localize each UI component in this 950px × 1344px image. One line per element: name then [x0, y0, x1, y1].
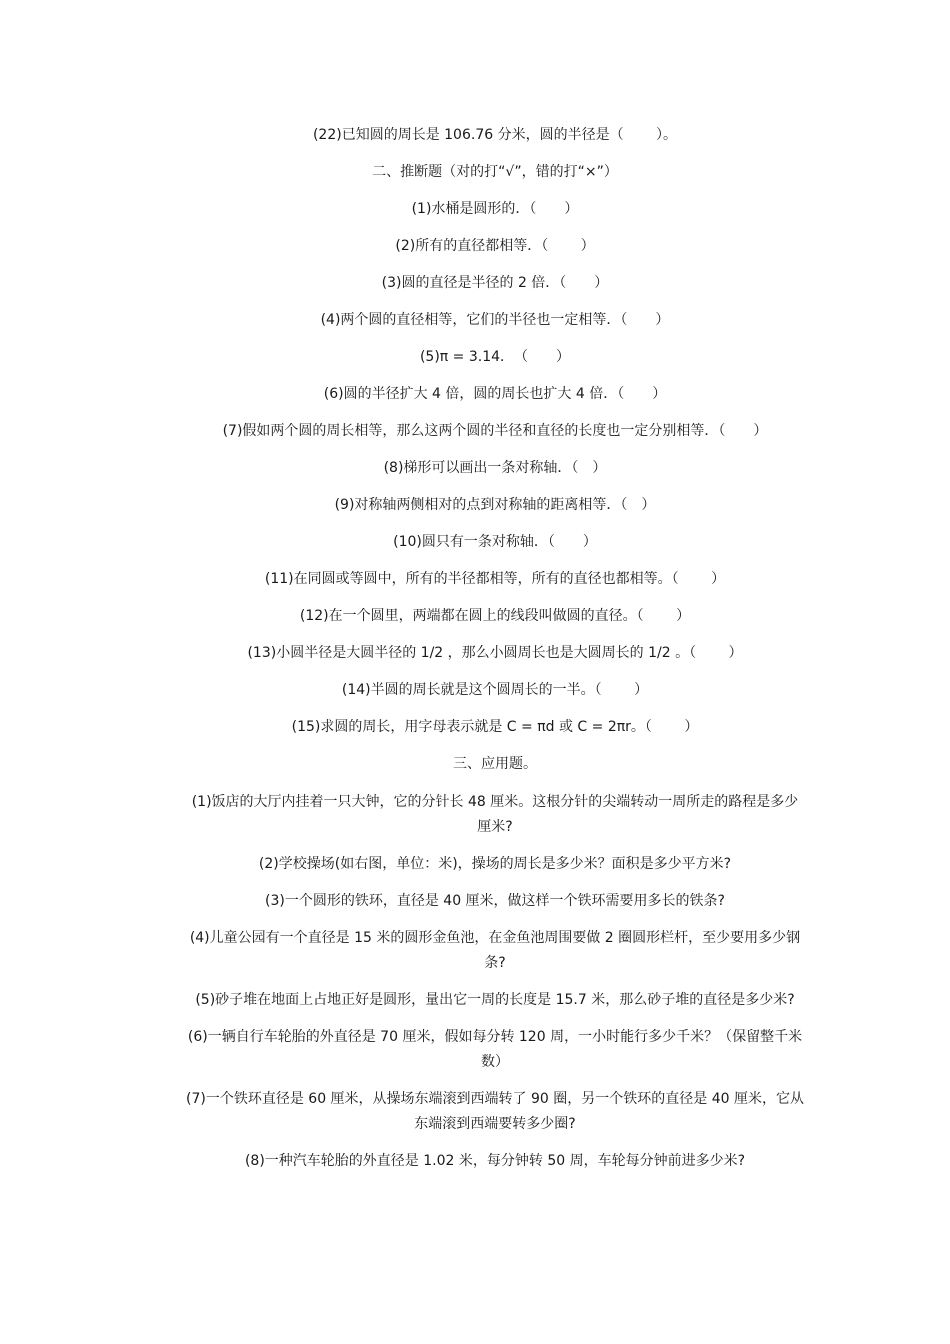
judgment-item-2: (2)所有的直径都相等．（ ） [395, 238, 595, 254]
judgment-item-8: (8)梯形可以画出一条对称轴．（ ） [383, 460, 607, 476]
judgment-item-9: (9)对称轴两侧相对的点到对称轴的距离相等．（ ） [334, 497, 656, 513]
application-item-2: (2)学校操场(如右图，单位：米)，操场的周长是多少米？面积是多少平方米? [258, 856, 732, 872]
judgment-item-4: (4)两个圆的直径相等，它们的半径也一定相等．（ ） [320, 312, 670, 328]
application-item-7: (7)一个铁环直径是 60 厘米，从操场东端滚到西端转了 90 圈，另一个铁环的直径是 40 厘米，它从东端滚到西端要转多少圈? [186, 1091, 804, 1132]
question-22: (22)已知圆的周长是 106.76 分米，圆的半径是（ ）。 [312, 127, 678, 143]
judgment-item-6: (6)圆的半径扩大 4 倍，圆的周长也扩大 4 倍．（ ） [323, 386, 667, 402]
application-item-4: (4)儿童公园有一个直径是 15 米的圆形金鱼池，在金鱼池周围要做 2 圈圆形栏杆，至少要用多少钢条? [189, 930, 801, 971]
document-body [185, 124, 805, 1186]
judgment-item-5: (5)π = 3.14． （ ） [419, 349, 571, 365]
judgment-item-3: (3)圆的直径是半径的 2 倍．（ ） [381, 275, 609, 291]
judgment-item-12: (12)在一个圆里，两端都在圆上的线段叫做圆的直径。（ ） [299, 608, 691, 624]
application-item-1: (1)饭店的大厅内挂着一只大钟，它的分针长 48 厘米。这根分针的尖端转动一周所走的路程是多少厘米? [191, 794, 799, 835]
judgment-item-13: (13)小圆半径是大圆半径的 1/2 ，那么小圆周长也是大圆周长的 1/2 。（ ） [247, 645, 743, 661]
judgment-item-15: (15)求圆的周长，用字母表示就是 C = πd 或 C = 2πr。（ ） [291, 719, 699, 735]
judgment-item-11: (11)在同圆或等圆中，所有的半径都相等，所有的直径也都相等。（ ） [264, 571, 726, 587]
judgment-item-7: (7)假如两个圆的周长相等，那么这两个圆的半径和直径的长度也一定分别相等．（ ） [222, 423, 768, 439]
judgment-item-1: (1)水桶是圆形的．（ ） [411, 201, 579, 217]
application-item-6: (6)一辆自行车轮胎的外直径是 70 厘米，假如每分转 120 周，一小时能行多少千米？（保留整千米数） [187, 1029, 803, 1070]
application-item-8: (8)一种汽车轮胎的外直径是 1.02 米，每分钟转 50 周，车轮每分钟前进多少米? [244, 1153, 746, 1169]
application-item-5: (5)砂子堆在地面上占地正好是圆形，量出它一周的长度是 15.7 米，那么砂子堆的直径是多少米? [195, 992, 795, 1008]
section-3-title: 三、应用题。 [453, 756, 537, 772]
judgment-item-14: (14)半圆的周长就是这个圆周长的一半。（ ） [341, 682, 649, 698]
application-item-3: (3)一个圆形的铁环，直径是 40 厘米，做这样一个铁环需要用多长的铁条? [265, 893, 725, 909]
section-2-title: 二、推断题（对的打“√”，错的打“×”） [372, 164, 618, 180]
judgment-item-10: (10)圆只有一条对称轴．（ ） [393, 534, 597, 550]
